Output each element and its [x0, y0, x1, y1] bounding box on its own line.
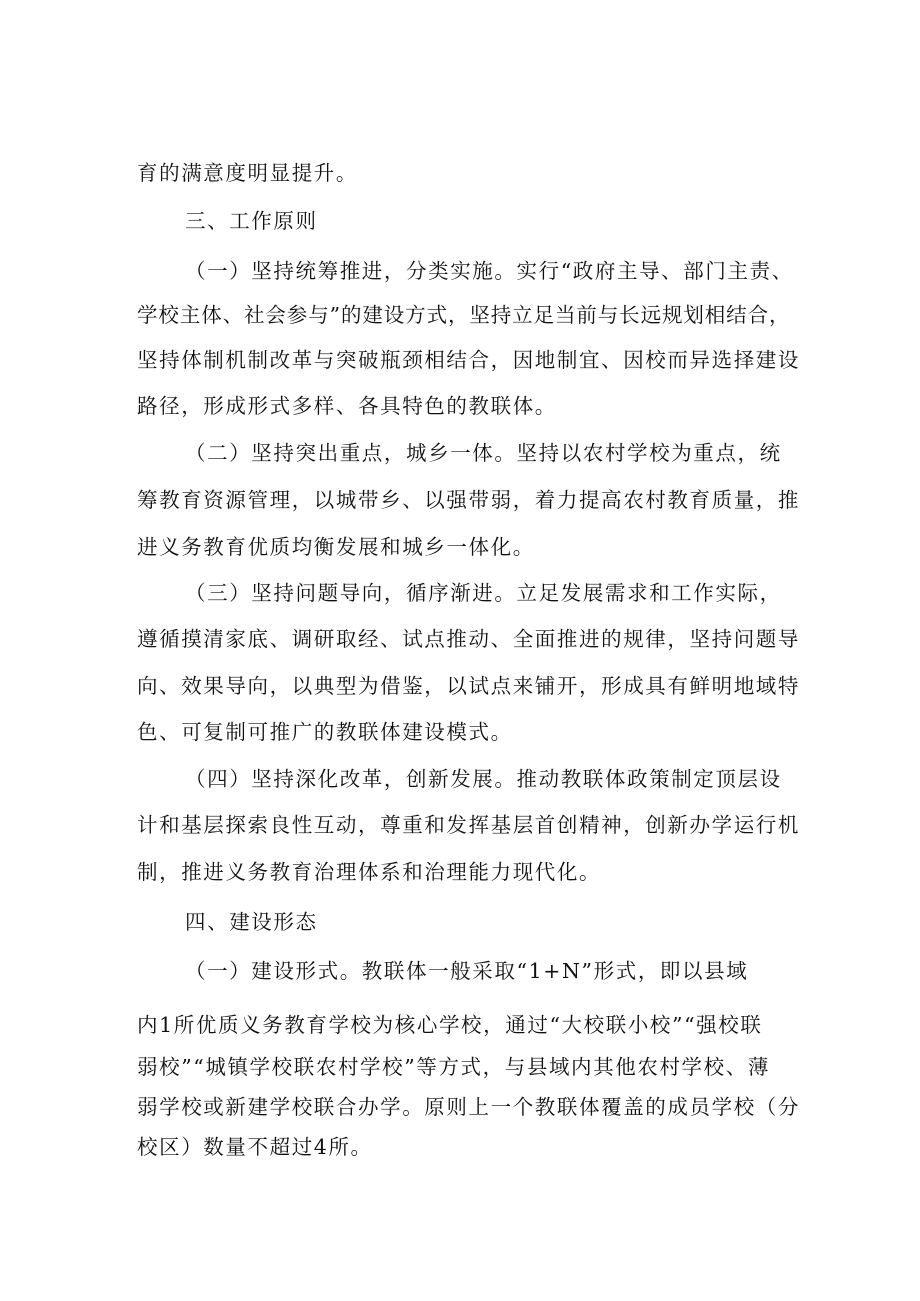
text-line-10: （三）坚持问题导向，循序渐进。立足发展需求和工作实际， [185, 581, 782, 605]
text-line-20: 弱校”“城镇学校联农村学校”等方式，与县域内其他农村学校、薄 [137, 1055, 770, 1079]
text-line-9: 进义务教育优质均衡发展和城乡一体化。 [137, 535, 535, 559]
text-line-15: 计和基层探索良性互动，尊重和发挥基层首创精神，创新办学运行机 [137, 813, 800, 837]
text-line-21: 弱学校或新建学校联合办学。原则上一个教联体覆盖的成员学校（分 [137, 1095, 800, 1119]
text-line-8: 筹教育资源管理，以城带乡、以强带弱，着力提高农村教育质量，推 [137, 488, 800, 512]
text-line-4: 学校主体、社会参与”的建设方式，坚持立足当前与长远规划相结合， [137, 303, 791, 327]
text-line-13: 色、可复制可推广的教联体建设模式。 [137, 720, 513, 744]
text-line-3: （一）坚持统筹推进，分类实施。实行“政府主导、部门主责、 [185, 259, 794, 283]
text-line-7: （二）坚持突出重点，城乡一体。坚持以农村学校为重点，统 [185, 441, 782, 465]
text-line-5: 坚持体制机制改革与突破瓶颈相结合，因地制宜、因校而异选择建设 [137, 348, 800, 372]
text-line-1: 育的满意度明显提升。 [137, 161, 358, 185]
section-heading-principles: 三、工作原则 [185, 209, 318, 233]
text-line-14: （四）坚持深化改革，创新发展。推动教联体政策制定顶层设 [185, 767, 782, 791]
section-heading-forms: 四、建设形态 [185, 910, 318, 934]
text-line-12: 向、效果导向，以典型为借鉴，以试点来铺开，形成具有鲜明地域特 [137, 674, 800, 698]
text-line-6: 路径，形成形式多样、各具特色的教联体。 [137, 394, 557, 418]
text-line-18: （一）建设形式。教联体一般采取“1+N”形式，即以县域 [185, 959, 749, 983]
text-line-11: 遵循摸清家底、调研取经、试点推动、全面推进的规律，坚持问题导 [137, 627, 800, 651]
text-line-16: 制，推进义务教育治理体系和治理能力现代化。 [137, 860, 602, 884]
text-line-22: 校区）数量不超过4所。 [137, 1135, 373, 1159]
text-line-19: 内1所优质义务教育学校为核心学校，通过“大校联小校”“强校联 [137, 1013, 763, 1037]
